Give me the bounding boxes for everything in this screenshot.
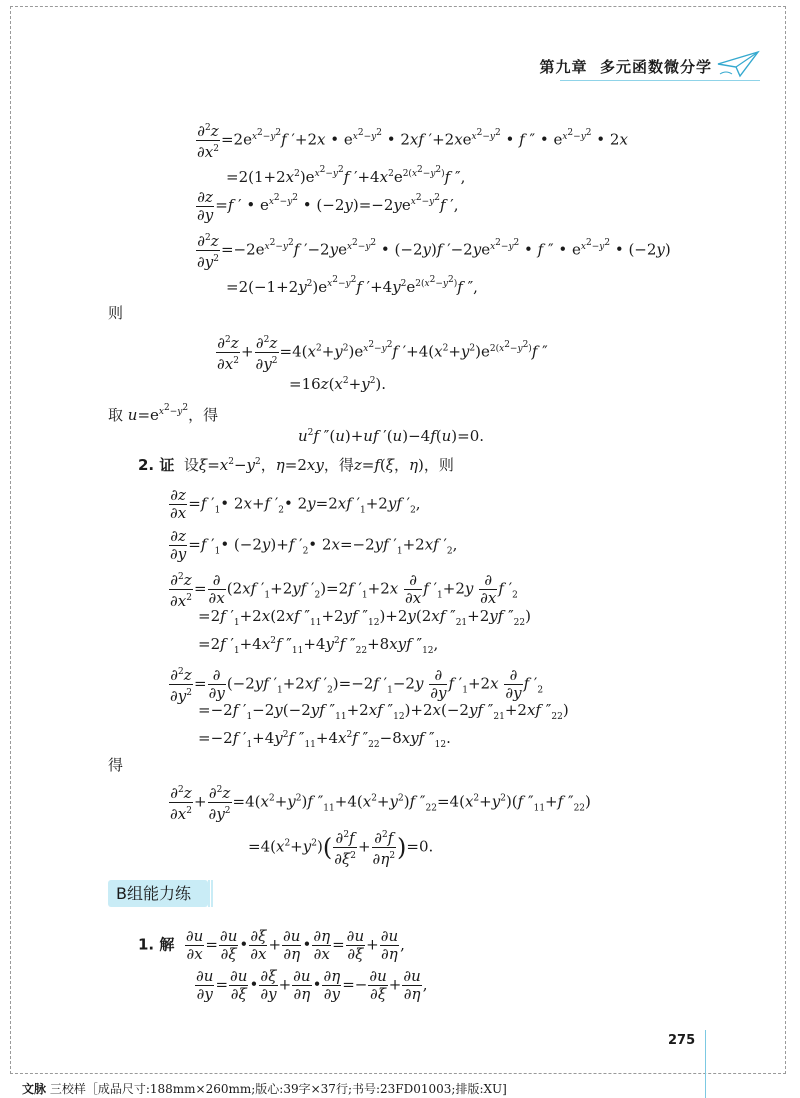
equation-p2-d2z-dy2-expanded: =−2f $'_1-2y(-2yf$ $''_{11}+2xf$ $''_{12})+2x(-2yf$ $''_{21}+2xf$ $''_{22}$) xyxy=(198,701,569,722)
text-de-inline: ，得 xyxy=(323,456,354,474)
substitution-line: 取 $u=e^{x^2-y^2}$，得 xyxy=(108,403,219,424)
equation-d2z-dy2: $\frac{\partial^2z}{\partial y^2}$ $=-2e^{x^2-y^2}f$ $'-2ye^{x^2-y^2}$ • (−2y)f $'-2ye^{x^2-y^2}$ • f ″ • $e^{x^2-y^2}$ • (−2y) xyxy=(197,232,671,271)
text-ze: 则 xyxy=(108,304,124,322)
problem-1-label: 1. 解 xyxy=(138,935,175,954)
footer-info: 三校样［成品尺寸:188mm×260mm;版心:39字×37行;书号:23FD01003;排版:XU] xyxy=(49,1082,507,1096)
equation-p2-d2z-dx2-expanded: =2f $'_1+2x(2xf$ $''_{11}+2yf$ $''_{12})+2y(2xf$ $''_{21}+2yf$ $''_{22}$) xyxy=(198,607,531,628)
equation-p2-dz-dy: $\frac{\partial z}{\partial y}$ =f $'_1•$ (−2y)+f $'_2•$ 2x=−2yf $'_1+2xf$ $'_2$, xyxy=(170,527,458,563)
page-number-rule xyxy=(705,1030,706,1098)
problem-1-du-dy: $\frac{\partial u}{\partial y}$ = $\frac{\partial u}{\partial\xi}$ • $\frac{\partial\xi}{\partial y}$ + $\frac{\partial u}{\partial\eta}$ • $\frac{\partial\eta}{\partial y}$ =− $\frac{\partial u}{\partial\xi}$ + $\frac{\partial u}{\partial\eta}$ , xyxy=(196,967,428,1003)
equation-d2z-dy2-simplified: $=2(-1+2y^2)e^{x^2-y^2}f$ $'+4y^2e^{2(x^2-y^2)}f$ ″, xyxy=(226,275,478,296)
paper-plane-icon xyxy=(716,50,760,80)
equation-p2-laplacian: $\frac{\partial^2z}{\partial x^2}$ + $\frac{\partial^2z}{\partial y^2}$ $=4(x^2+y^2)f$ $''_{11}+4(x^2+y^2)f$ $''_{22}=4(x^2+y^2)(f$ $''_{11}+f$ $''_{22}$) xyxy=(170,784,591,823)
chapter-number: 第九章 xyxy=(539,58,588,76)
section-b-label: B组能力练 xyxy=(116,884,191,903)
running-header xyxy=(540,56,712,77)
equation-laplacian-result: $=16z(x^2+y^2)$. xyxy=(289,375,387,393)
equation-p2-dz-dx: $\frac{\partial z}{\partial x}$ =f $'_1•$ 2x+f $'_2•$ 2y=2xf $'_1+2yf$ $'_2$, xyxy=(170,486,421,522)
text-de: 得 xyxy=(108,756,124,774)
equation-p2-d2z-dy2: $\frac{\partial^2z}{\partial y^2}$ = $\frac{\partial}{\partial y}$ (−2yf $'_1+2xf$ $'_2)=-2f$ $'_1-2y$ $\frac{\partial}{\partial y}$ f $'_1+2x$ $\frac{\partial}{\partial y}$ f $'_2$ xyxy=(170,666,544,705)
text-zehuo: ，则 xyxy=(423,456,454,474)
section-b-banner xyxy=(108,880,208,907)
equation-dz-dy: $\frac{\partial z}{\partial y}$ =f ′ • $e^{x^2-y^2}$ • $(-2y)=-2ye^{x^2-y^2}f$ ′, xyxy=(197,187,459,224)
footer-brand: 文脉 xyxy=(22,1082,47,1096)
text-comma-de: ，得 xyxy=(188,406,219,424)
equation-ode: $u^2f$ ″(u)+uf ′(u)−4f(u)=0. xyxy=(298,427,485,445)
text-qu: 取 xyxy=(108,406,124,424)
problem-2-statement: 2. 证 设$\xi=x^2-y^2$，η=2xy，得z=f(ξ，η)，则 xyxy=(138,456,454,474)
equation-p2-d2z-dy2-result: =−2f $'_1+4y^2f$ $''_{11}+4x^2f$ $''_{22}-8xyf$ $''_{12}$. xyxy=(198,729,451,750)
equation-d2z-dx2-simplified: $=2(1+2x^2)e^{x^2-y^2}f$ $'+4x^2e^{2(x^2-y^2)}f$ ″, xyxy=(226,165,466,186)
text-she: 设 xyxy=(183,456,199,474)
problem-2-label: 2. 证 xyxy=(138,456,175,474)
print-footer xyxy=(22,1080,507,1097)
chapter-title: 多元函数微分学 xyxy=(599,58,712,76)
problem-1-du-dx: 1. 解 $\frac{\partial u}{\partial x}$ = $\frac{\partial u}{\partial\xi}$ • $\frac{\partial\xi}{\partial x}$ + $\frac{\partial u}{\partial\eta}$ • $\frac{\partial\eta}{\partial x}$ = $\frac{\partial u}{\partial\xi}$ + $\frac{\partial u}{\partial\eta}$ , xyxy=(138,927,405,963)
equation-laplacian-z: $\frac{\partial^2z}{\partial x^2}$ + $\frac{\partial^2z}{\partial y^2}$ $=4(x^2+y^2)e^{x^2-y^2}f$ $'+4(x^2+y^2)e^{2(x^2-y^2)}f$ ″ xyxy=(217,334,548,373)
equation-p2-d2z-dx2: $\frac{\partial^2z}{\partial x^2}$ = $\frac{\partial}{\partial x}$ (2xf $'_1+2yf$ $'_2)=2f$ $'_1+2x$ $\frac{\partial}{\partial x}$ f $'_1+2y$ $\frac{\partial}{\partial x}$ f $'_2$ xyxy=(170,571,518,610)
equation-p2-d2z-dx2-result: =2f $'_1+4x^2f$ $''_{11}+4y^2f$ $''_{22}+8xyf$ $''_{12}$, xyxy=(198,635,439,656)
header-rule xyxy=(560,80,760,81)
equation-d2z-dx2: $\frac{\partial^2z}{\partial x^2}$ $=2e^{x^2-y^2}f$ ′+2x • $e^{x^2-y^2}$ • 2xf $'+2xe^{x^2-y^2}$ • f ″ • $e^{x^2-y^2}$ • 2x xyxy=(197,122,628,161)
page-number: 275 xyxy=(668,1033,696,1048)
equation-p2-final: $=4(x^2+y^2)$( $\frac{\partial^2f}{\partial\xi^2}$ + $\frac{\partial^2f}{\partial\eta^2}$ )=0. xyxy=(248,829,434,868)
